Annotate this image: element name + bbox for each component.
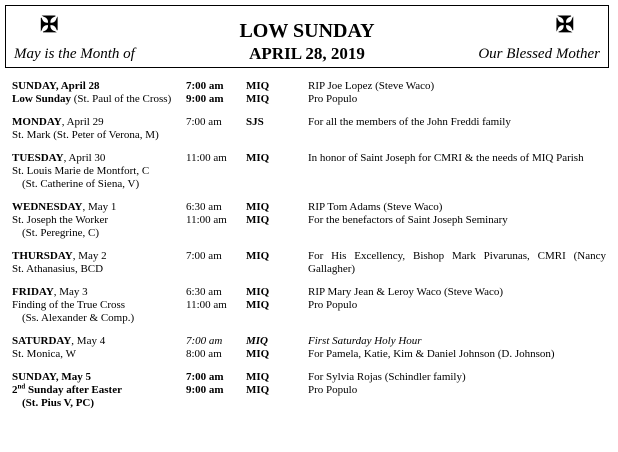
schedule-row bbox=[0, 80, 618, 106]
mass-time: 7:00 am bbox=[186, 335, 223, 347]
time-cell bbox=[186, 286, 248, 312]
day-date: , May 4 bbox=[71, 335, 106, 347]
intention-cell bbox=[308, 116, 606, 129]
cross-icon: ✠ bbox=[40, 12, 59, 37]
commemoration-label: (St. Pius V, PC) bbox=[22, 397, 95, 409]
time-cell bbox=[186, 116, 248, 129]
mass-intention: In honor of Saint Joseph for CMRI & the needs of MIQ Parish bbox=[308, 152, 584, 164]
mass-intention: RIP Joe Lopez (Steve Waco) bbox=[308, 80, 435, 92]
feast-label: St. Mark (St. Peter of Verona, M) bbox=[12, 129, 159, 141]
schedule-row bbox=[0, 152, 618, 191]
mass-intention: Pro Populo bbox=[308, 93, 358, 105]
time-cell bbox=[186, 201, 248, 227]
time-cell bbox=[186, 371, 248, 397]
time-cell bbox=[186, 335, 248, 361]
day-date: , April 29 bbox=[61, 116, 104, 128]
day-date: , April 30 bbox=[63, 152, 106, 164]
mass-intention: For Pamela, Katie, Kim & Daniel Johnson (D. Johnson) bbox=[308, 348, 555, 360]
mass-intention: First Saturday Holy Hour bbox=[308, 335, 422, 347]
day-label: FRIDAY bbox=[12, 286, 54, 298]
mass-intention: Pro Populo bbox=[308, 384, 358, 396]
schedule-row bbox=[0, 371, 618, 410]
mass-time: 8:00 am bbox=[186, 348, 222, 360]
feast-label bbox=[12, 384, 186, 397]
mass-time: 7:00 am bbox=[186, 371, 224, 383]
time-cell bbox=[186, 152, 248, 165]
mass-time: 6:30 am bbox=[186, 286, 222, 298]
day-label: THURSDAY bbox=[12, 250, 73, 262]
intention-cell bbox=[308, 371, 606, 397]
mass-place: MIQ bbox=[246, 299, 270, 311]
feast-number: 2 bbox=[12, 384, 18, 396]
mass-time: 11:00 am bbox=[186, 214, 227, 226]
day-cell bbox=[12, 250, 186, 276]
place-cell bbox=[246, 371, 306, 397]
mass-place: MIQ bbox=[246, 152, 270, 164]
mass-place: MIQ bbox=[246, 80, 270, 92]
mass-place: MIQ bbox=[246, 214, 270, 226]
mass-intention: RIP Mary Jean & Leroy Waco (Steve Waco) bbox=[308, 286, 504, 298]
mass-time: 6:30 am bbox=[186, 201, 222, 213]
feast-label: St. Joseph the Worker bbox=[12, 214, 109, 226]
mass-intention: For the benefactors of Saint Joseph Seminary bbox=[308, 214, 508, 226]
schedule-row bbox=[0, 335, 618, 361]
mass-time: 7:00 am bbox=[186, 116, 222, 128]
day-date: , May 1 bbox=[82, 201, 117, 213]
bulletin-header bbox=[5, 5, 609, 68]
time-cell bbox=[186, 250, 248, 263]
day-label: SUNDAY, May 5 bbox=[12, 371, 91, 383]
feast-name: Low Sunday bbox=[12, 93, 72, 105]
place-cell bbox=[246, 335, 306, 361]
schedule-row bbox=[0, 201, 618, 240]
month-dedication-right: Our Blessed Mother bbox=[478, 46, 600, 62]
page-date: APRIL 28, 2019 bbox=[249, 44, 365, 63]
day-date: , May 3 bbox=[53, 286, 88, 298]
mass-time: 9:00 am bbox=[186, 93, 224, 105]
mass-place: MIQ bbox=[246, 335, 269, 347]
day-date: , May 2 bbox=[72, 250, 107, 262]
day-cell bbox=[12, 152, 186, 191]
mass-place: MIQ bbox=[246, 348, 270, 360]
mass-time: 7:00 am bbox=[186, 250, 222, 262]
mass-place: MIQ bbox=[246, 93, 270, 105]
day-label: WEDNESDAY bbox=[12, 201, 83, 213]
feast-label bbox=[12, 93, 186, 106]
mass-intention: RIP Tom Adams (Steve Waco) bbox=[308, 201, 443, 213]
commemoration-label: (St. Catherine of Siena, V) bbox=[22, 178, 140, 190]
day-label: SUNDAY, April 28 bbox=[12, 80, 100, 92]
day-cell bbox=[12, 286, 186, 325]
feast-name: Sunday after Easter bbox=[25, 384, 122, 396]
schedule-row bbox=[0, 250, 618, 276]
mass-intention: Pro Populo bbox=[308, 299, 358, 311]
mass-place: MIQ bbox=[246, 371, 270, 383]
intention-cell bbox=[308, 80, 606, 106]
day-cell bbox=[12, 80, 186, 106]
mass-time: 7:00 am bbox=[186, 80, 224, 92]
mass-intention: For Sylvia Rojas (Schindler family) bbox=[308, 371, 466, 383]
feast-label: St. Monica, W bbox=[12, 348, 76, 360]
day-cell bbox=[12, 335, 186, 361]
place-cell bbox=[246, 116, 306, 129]
place-cell bbox=[246, 80, 306, 106]
mass-time: 9:00 am bbox=[186, 384, 224, 396]
feast-label: St. Athanasius, BCD bbox=[12, 263, 104, 275]
place-cell bbox=[246, 286, 306, 312]
intention-cell bbox=[308, 286, 606, 312]
day-cell bbox=[12, 116, 186, 142]
commemoration-label: (St. Peregrine, C) bbox=[22, 227, 99, 239]
intention-cell bbox=[308, 335, 606, 361]
feast-ordinal: nd bbox=[17, 382, 26, 391]
feast-label: Finding of the True Cross bbox=[12, 299, 126, 311]
mass-place: MIQ bbox=[246, 286, 270, 298]
cross-icon: ✠ bbox=[555, 12, 574, 37]
intention-cell bbox=[308, 201, 606, 227]
place-cell bbox=[246, 152, 306, 165]
place-cell bbox=[246, 250, 306, 263]
time-cell bbox=[186, 80, 248, 106]
intention-cell bbox=[308, 152, 606, 165]
commemoration-label: (Ss. Alexander & Comp.) bbox=[22, 312, 135, 324]
day-cell bbox=[12, 371, 186, 410]
schedule-row bbox=[0, 116, 618, 142]
page-title: LOW SUNDAY bbox=[239, 20, 375, 42]
month-dedication-left: May is the Month of bbox=[14, 46, 135, 62]
day-label: TUESDAY bbox=[12, 152, 64, 164]
mass-intention: For His Excellency, Bishop Mark Pivarunas, CMRI (Nancy Gallagher) bbox=[308, 250, 606, 275]
day-label: MONDAY bbox=[12, 116, 62, 128]
place-cell bbox=[246, 201, 306, 227]
mass-place: MIQ bbox=[246, 250, 270, 262]
mass-time: 11:00 am bbox=[186, 299, 227, 311]
mass-place: MIQ bbox=[246, 201, 270, 213]
mass-schedule bbox=[0, 80, 618, 410]
mass-place: SJS bbox=[246, 116, 264, 128]
day-cell bbox=[12, 201, 186, 240]
mass-time: 11:00 am bbox=[186, 152, 227, 164]
mass-intention: For all the members of the John Freddi family bbox=[308, 116, 511, 128]
feast-label: St. Louis Marie de Montfort, C bbox=[12, 165, 150, 177]
intention-cell bbox=[308, 250, 606, 276]
feast-note: (St. Paul of the Cross) bbox=[71, 93, 172, 105]
mass-place: MIQ bbox=[246, 384, 270, 396]
day-label: SATURDAY bbox=[12, 335, 72, 347]
schedule-row bbox=[0, 286, 618, 325]
